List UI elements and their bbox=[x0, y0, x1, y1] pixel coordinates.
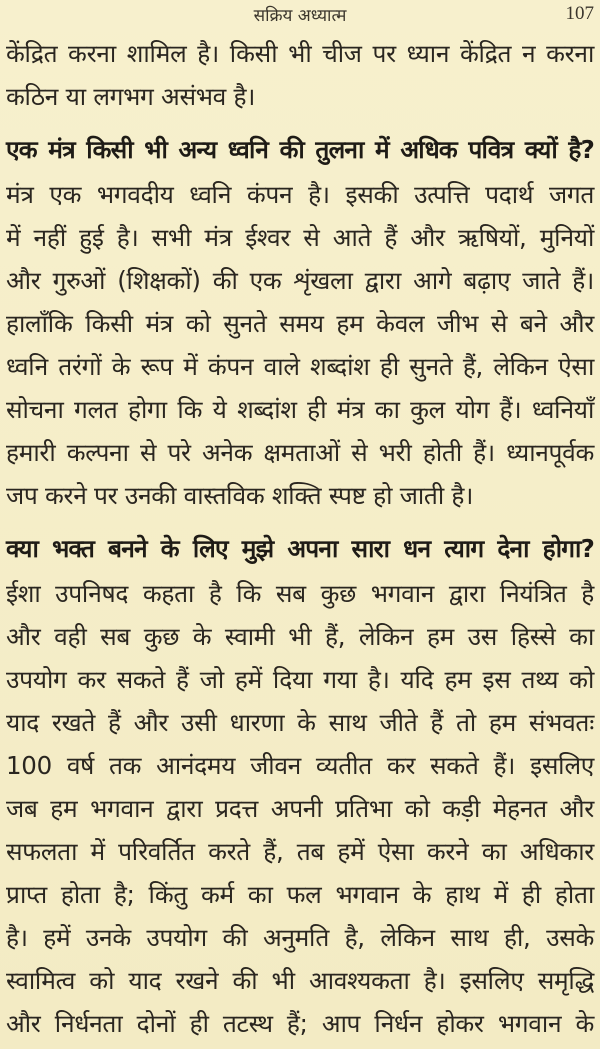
text-line: मंत्र एक भगवदीय ध्वनि कंपन है। इसकी उत्पत्ति पदार्थ जगत bbox=[6, 180, 594, 209]
page-header bbox=[0, 0, 600, 30]
text-line: जप करने पर उनकी वास्तविक शक्ति स्पष्ट हो जाती है। bbox=[6, 481, 474, 510]
text-line: 100 वर्ष तक आनंदमय जीवन व्यतीत कर सकते हैं। इसलिए bbox=[6, 751, 594, 780]
text-line: प्राप्त होता है; किंतु कर्म का फल भगवान के हाथ में ही होता bbox=[6, 880, 594, 909]
page-number: 107 bbox=[565, 3, 594, 24]
text-line: और गुरुओं (शिक्षकों) की एक शृंखला द्वारा आगे बढ़ाए जाते हैं। bbox=[6, 266, 594, 295]
text-line: जब हम भगवान द्वारा प्रदत्त अपनी प्रतिभा को कड़ी मेहनत और bbox=[6, 794, 594, 823]
text-line: हालाँकि किसी मंत्र को सुनते समय हम केवल जीभ से बने और bbox=[6, 309, 594, 338]
text-line: ध्वनि तरंगों के रूप में कंपन वाले शब्दांश ही सुनते हैं, लेकिन ऐसा bbox=[6, 352, 594, 381]
text-line: है। हमें उनके उपयोग की अनुमति है, लेकिन साथ ही, उसके bbox=[6, 923, 594, 952]
text-line: और निर्धनता दोनों ही तटस्थ हैं; आप निर्धन होकर भगवान के bbox=[6, 1009, 594, 1038]
text-line: सोचना गलत होगा कि ये शब्दांश ही मंत्र का कुल योग हैं। ध्वनियाँ bbox=[6, 395, 594, 424]
text-line: केंद्रित करना शामिल है। किसी भी चीज पर ध्यान केंद्रित न करना bbox=[6, 39, 594, 68]
text-line: में नहीं हुई है। सभी मंत्र ईश्वर से आते हैं और ऋषियों, मुनियों bbox=[6, 223, 594, 252]
section-heading: क्या भक्त बनने के लिए मुझे अपना सारा धन त्याग देना होगा? bbox=[6, 534, 594, 563]
text-line: और वही सब कुछ के स्वामी भी हैं, लेकिन हम उस हिस्से का bbox=[6, 622, 594, 651]
page-body bbox=[6, 28, 594, 1045]
paragraph bbox=[6, 173, 594, 517]
paragraph bbox=[6, 32, 594, 118]
running-title: सक्रिय अध्यात्म bbox=[253, 6, 347, 26]
text-line: कठिन या लगभग असंभव है। bbox=[6, 82, 256, 111]
text-line: सफलता में परिवर्तित करते हैं, तब हमें ऐसा करने का अधिकार bbox=[6, 837, 594, 866]
text-line: उपयोग कर सकते हैं जो हमें दिया गया है। यदि हम इस तथ्य को bbox=[6, 665, 594, 694]
text-line: हमारी कल्पना से परे अनेक क्षमताओं से भरी होती हैं। ध्यानपूर्वक bbox=[6, 438, 594, 467]
text-line: याद रखते हैं और उसी धारणा के साथ जीते हैं तो हम संभवतः bbox=[6, 708, 594, 737]
section-heading: एक मंत्र किसी भी अन्य ध्वनि की तुलना में अधिक पवित्र क्यों है? bbox=[6, 135, 594, 164]
text-line: ईशा उपनिषद कहता है कि सब कुछ भगवान द्वारा नियंत्रित है bbox=[6, 579, 594, 608]
text-line: स्वामित्व को याद रखने की भी आवश्यकता है। इसलिए समृद्धि bbox=[6, 966, 594, 995]
paragraph bbox=[6, 572, 594, 1045]
